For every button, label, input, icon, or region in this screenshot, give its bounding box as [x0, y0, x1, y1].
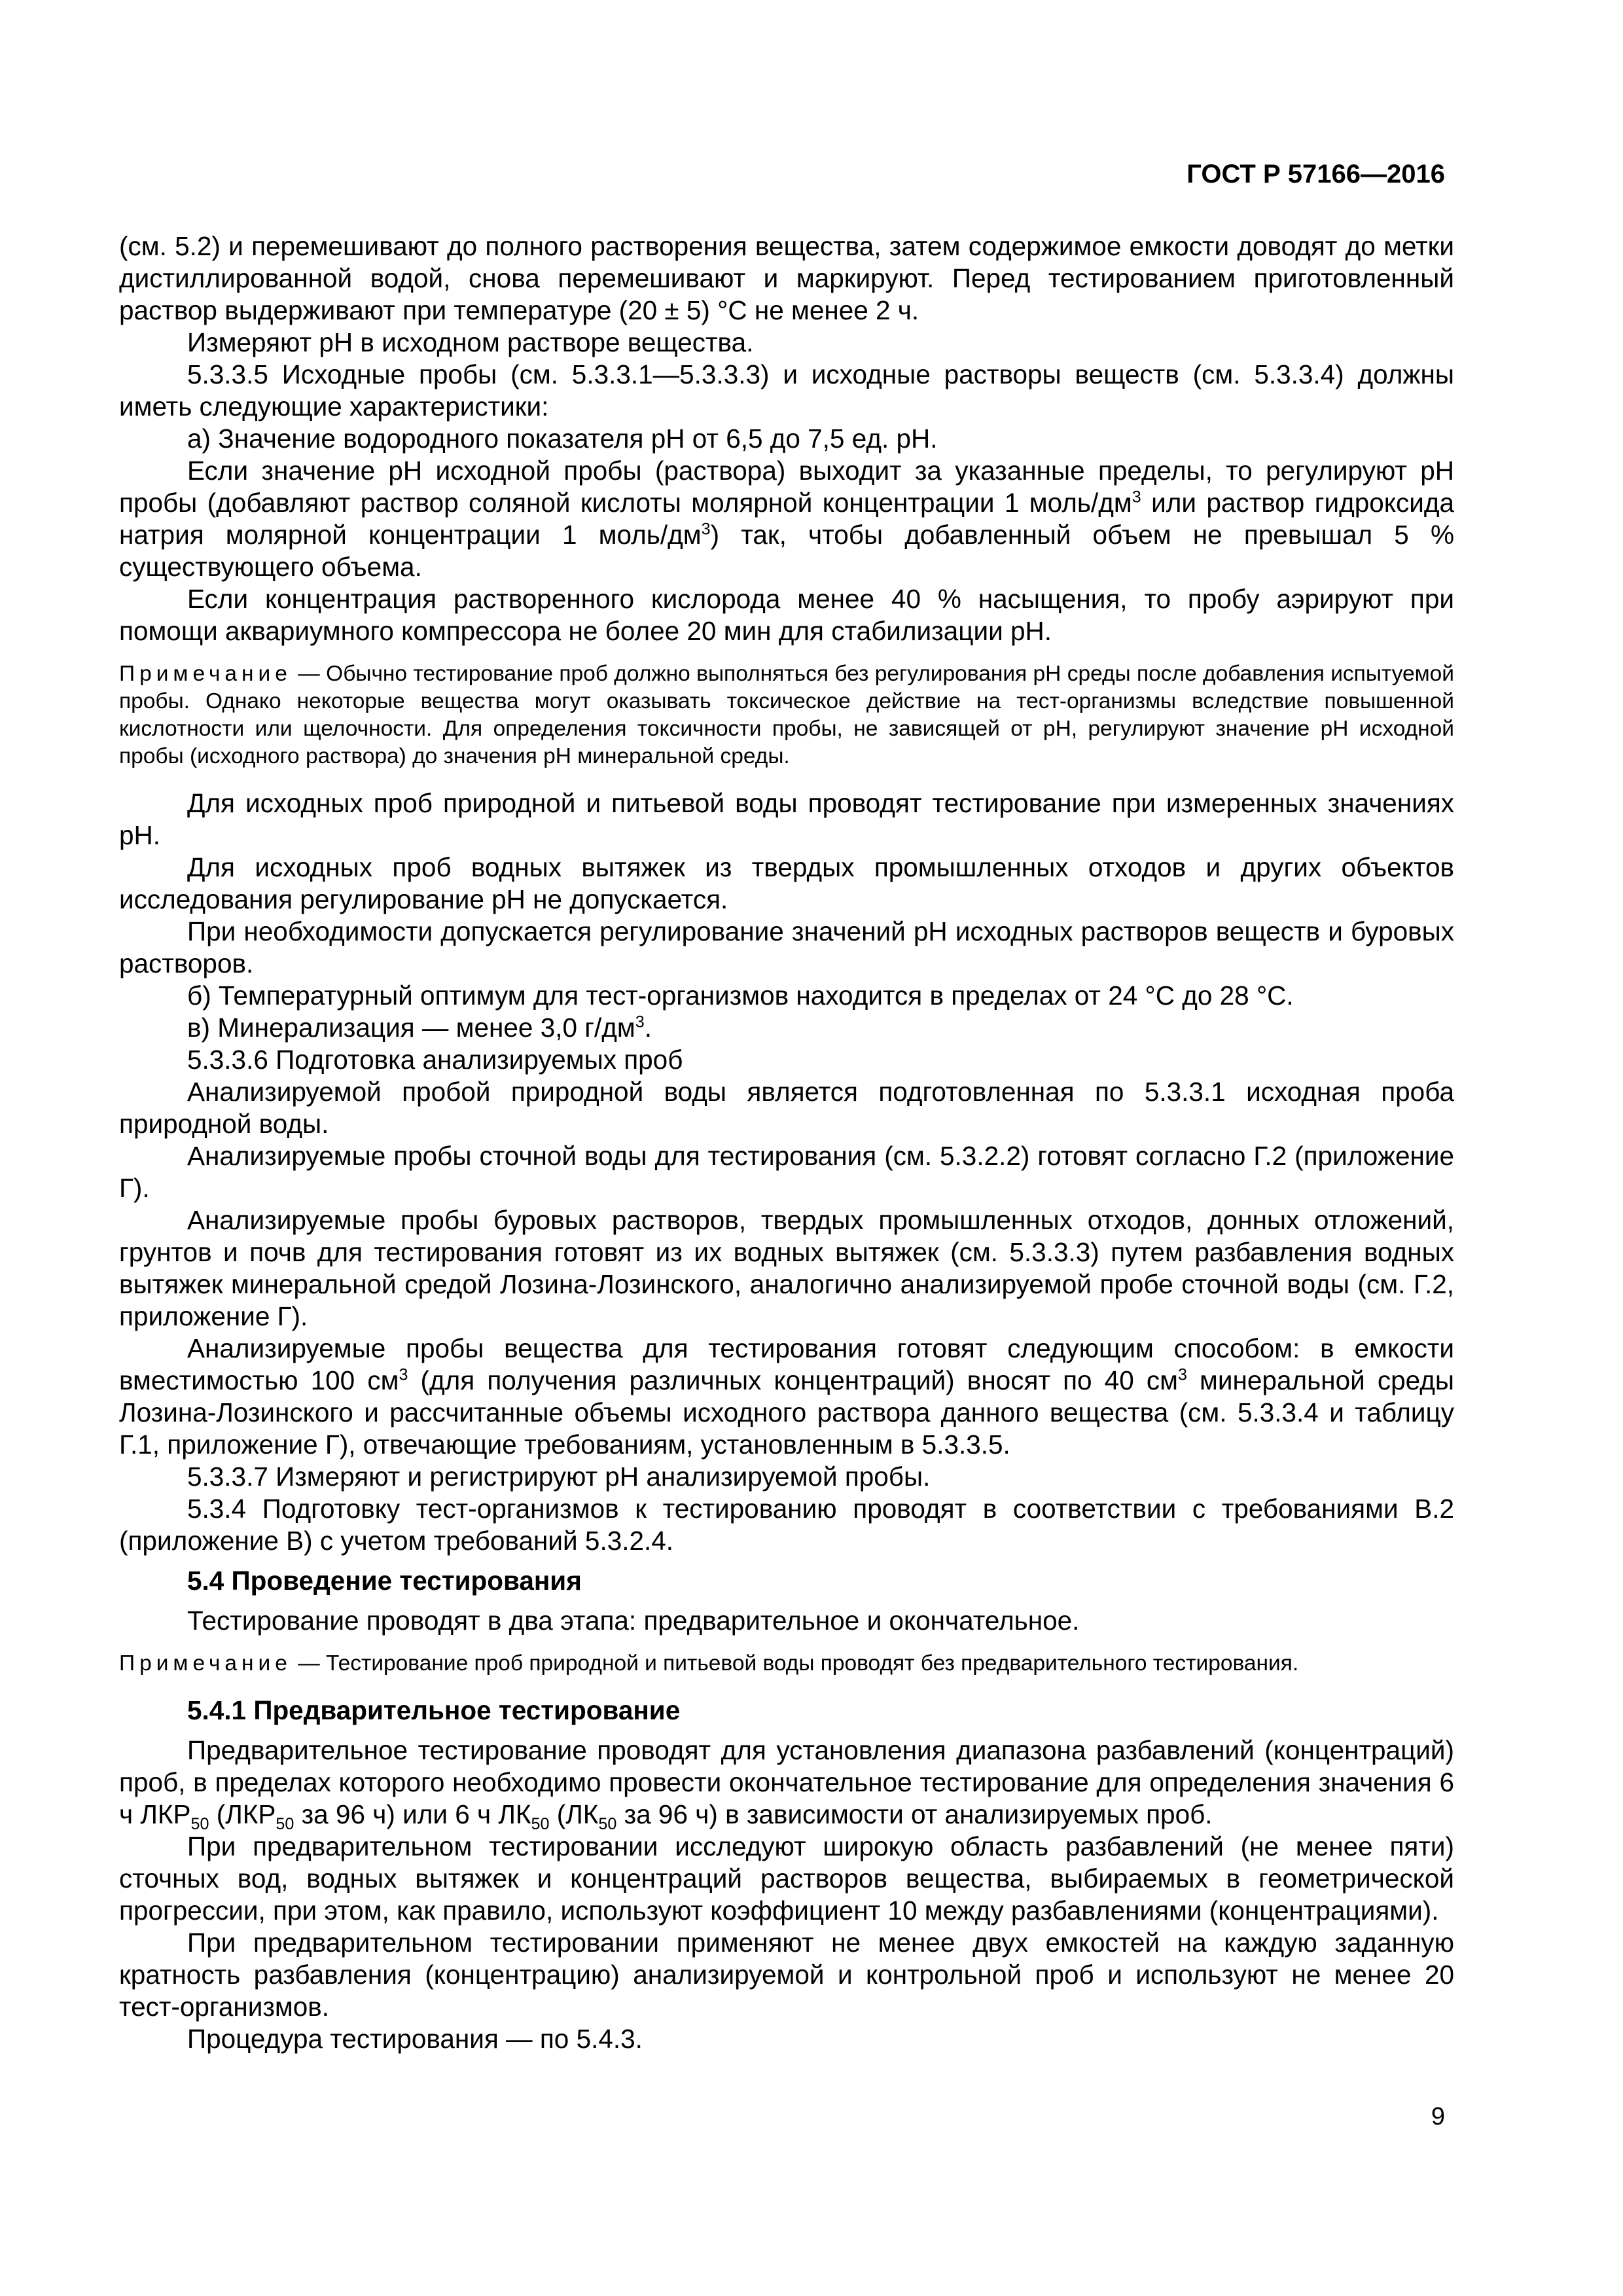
paragraph: Для исходных проб природной и питьевой воды проводят тестирование при измеренных значениях pH.: [119, 788, 1454, 850]
paragraph: Анализируемой пробой природной воды является подготовленная по 5.3.3.1 исходная проба природной воды.: [119, 1077, 1454, 1139]
clause-5-3-3-6: 5.3.3.6 Подготовка анализируемых проб: [187, 1045, 683, 1075]
paragraph: Если концентрация растворенного кислорода менее 40 % насыщения, то пробу аэрируют при помощи аквариумного компрессора не более 20 мин для стабилизации pH.: [119, 584, 1454, 646]
note-text: — Обычно тестирование проб должно выполняться без регулирования pH среды после добавления испытуемой пробы. Однако некоторые вещества могут оказывать токсическое действие на тест-организмы вследствие повышенной кислотности или щелочности. Для определения токсичности пробы, не зависящей от pH, регулируют значение pH исходной пробы (исходного раствора) до значения pH минеральной среды.: [119, 662, 1454, 768]
list-item-b: б) Температурный оптимум для тест-организмов находится в пределах от 24 °С до 28 °С.: [187, 980, 1294, 1011]
paragraph: Тестирование проводят в два этапа: предварительное и окончательное.: [187, 1605, 1080, 1636]
document-body: [119, 230, 1454, 2055]
section-heading-5-4: 5.4 Проведение тестирования: [187, 1566, 582, 1596]
note-text: — Тестирование проб природной и питьевой воды проводят без предварительного тестирования.: [291, 1651, 1299, 1676]
paragraph: Анализируемые пробы буровых растворов, твердых промышленных отходов, донных отложений, грунтов и почв для тестирования готовят из их водных вытяжек (см. 5.3.3.3) путем разбавления водных вытяжек минеральной средой Лозина-Лозинского, аналогично анализируемой пробе сточной воды (см. Г.2, приложение Г).: [119, 1205, 1454, 1331]
paragraph: Измеряют pH в исходном растворе вещества.: [187, 327, 754, 357]
clause-5-3-3-7: 5.3.3.7 Измеряют и регистрируют pH анализируемой пробы.: [187, 1462, 931, 1492]
page-number: 9: [1431, 2103, 1445, 2130]
note-label: Примечание: [119, 1651, 292, 1676]
paragraph: Для исходных проб водных вытяжек из твердых промышленных отходов и других объектов исследования регулирование pH не допускается.: [119, 852, 1454, 914]
clause-5-3-4: 5.3.4 Подготовку тест-организмов к тестированию проводят в соответствии с требованиями В.2 (приложение В) с учетом требований 5.3.2.4.: [119, 1494, 1454, 1556]
paragraph: (см. 5.2) и перемешивают до полного растворения вещества, затем содержимое емкости доводят до метки дистиллированной водой, снова перемешивают и маркируют. Перед тестированием приготовленный раствор выдерживают при температуре (20 ± 5) °С не менее 2 ч.: [119, 231, 1454, 325]
section-heading-5-4-1: 5.4.1 Предварительное тестирование: [187, 1695, 681, 1725]
list-item-a: а) Значение водородного показателя pH от 6,5 до 7,5 ед. pH.: [187, 423, 938, 454]
paragraph: При необходимости допускается регулирование значений pH исходных растворов веществ и буровых растворов.: [119, 916, 1454, 978]
paragraph-substance-samples: Анализируемые пробы вещества для тестирования готовят следующим способом: в емкости вместимостью 100 $см^3$ (для получения различных концентраций) вносят по 40 $см^3$ минеральной среды Лозина-Лозинского и рассчитанные объемы исходного раствора данного вещества (см. 5.3.3.4 и таблицу Г.1, приложение Г), отвечающие требованиям, установленным в 5.3.3.5.: [119, 1333, 1454, 1460]
clause-5-3-3-5: 5.3.3.5 Исходные пробы (см. 5.3.3.1—5.3.3.3) и исходные растворы веществ (см. 5.3.3.4) должны иметь следующие характеристики:: [119, 359, 1454, 422]
paragraph: При предварительном тестировании исследуют широкую область разбавлений (не менее пяти) сточных вод, водных вытяжек и концентраций растворов вещества, выбираемых в геометрической прогрессии, при этом, как правило, используют коэффициент 10 между разбавлениями (концентрациями).: [119, 1831, 1454, 1926]
paragraph: Анализируемые пробы сточной воды для тестирования (см. 5.3.2.2) готовят согласно Г.2 (приложение Г).: [119, 1141, 1454, 1203]
note-label: Примечание: [119, 662, 292, 686]
list-item-c: в) Минерализация — менее 3,0 $г/дм^3$.: [187, 1013, 652, 1043]
paragraph-ph-adjustment: Если значение pH исходной пробы (раствора) выходит за указанные пределы, то регулируют pH пробы (добавляют раствор соляной кислоты молярной концентрации 1 моль/$дм^3$ или раствор гидроксида натрия молярной концентрации 1 моль/$дм^3$) так, чтобы добавленный объем не превышал 5 % существующего объема.: [119, 456, 1454, 582]
note: [119, 660, 1454, 770]
note: [119, 1650, 1454, 1677]
paragraph: При предварительном тестировании применяют не менее двух емкостей на каждую заданную кратность разбавления (концентрацию) анализируемой и контрольной проб и используют не менее 20 тест-организмов.: [119, 1928, 1454, 2022]
document-code-header: ГОСТ Р 57166—2016: [1186, 160, 1445, 188]
paragraph-lc50: Предварительное тестирование проводят для установления диапазона разбавлений (концентраций) проб, в пределах которого необходимо провести окончательное тестирование для определения значения 6 ч $ЛКР_{50}$ ($ЛКР_{50}$ за 96 ч) или 6 ч $ЛК_{50}$ ($ЛК_{50}$ за 96 ч) в зависимости от анализируемых проб.: [119, 1735, 1454, 1834]
paragraph: Процедура тестирования — по 5.4.3.: [187, 2024, 643, 2054]
